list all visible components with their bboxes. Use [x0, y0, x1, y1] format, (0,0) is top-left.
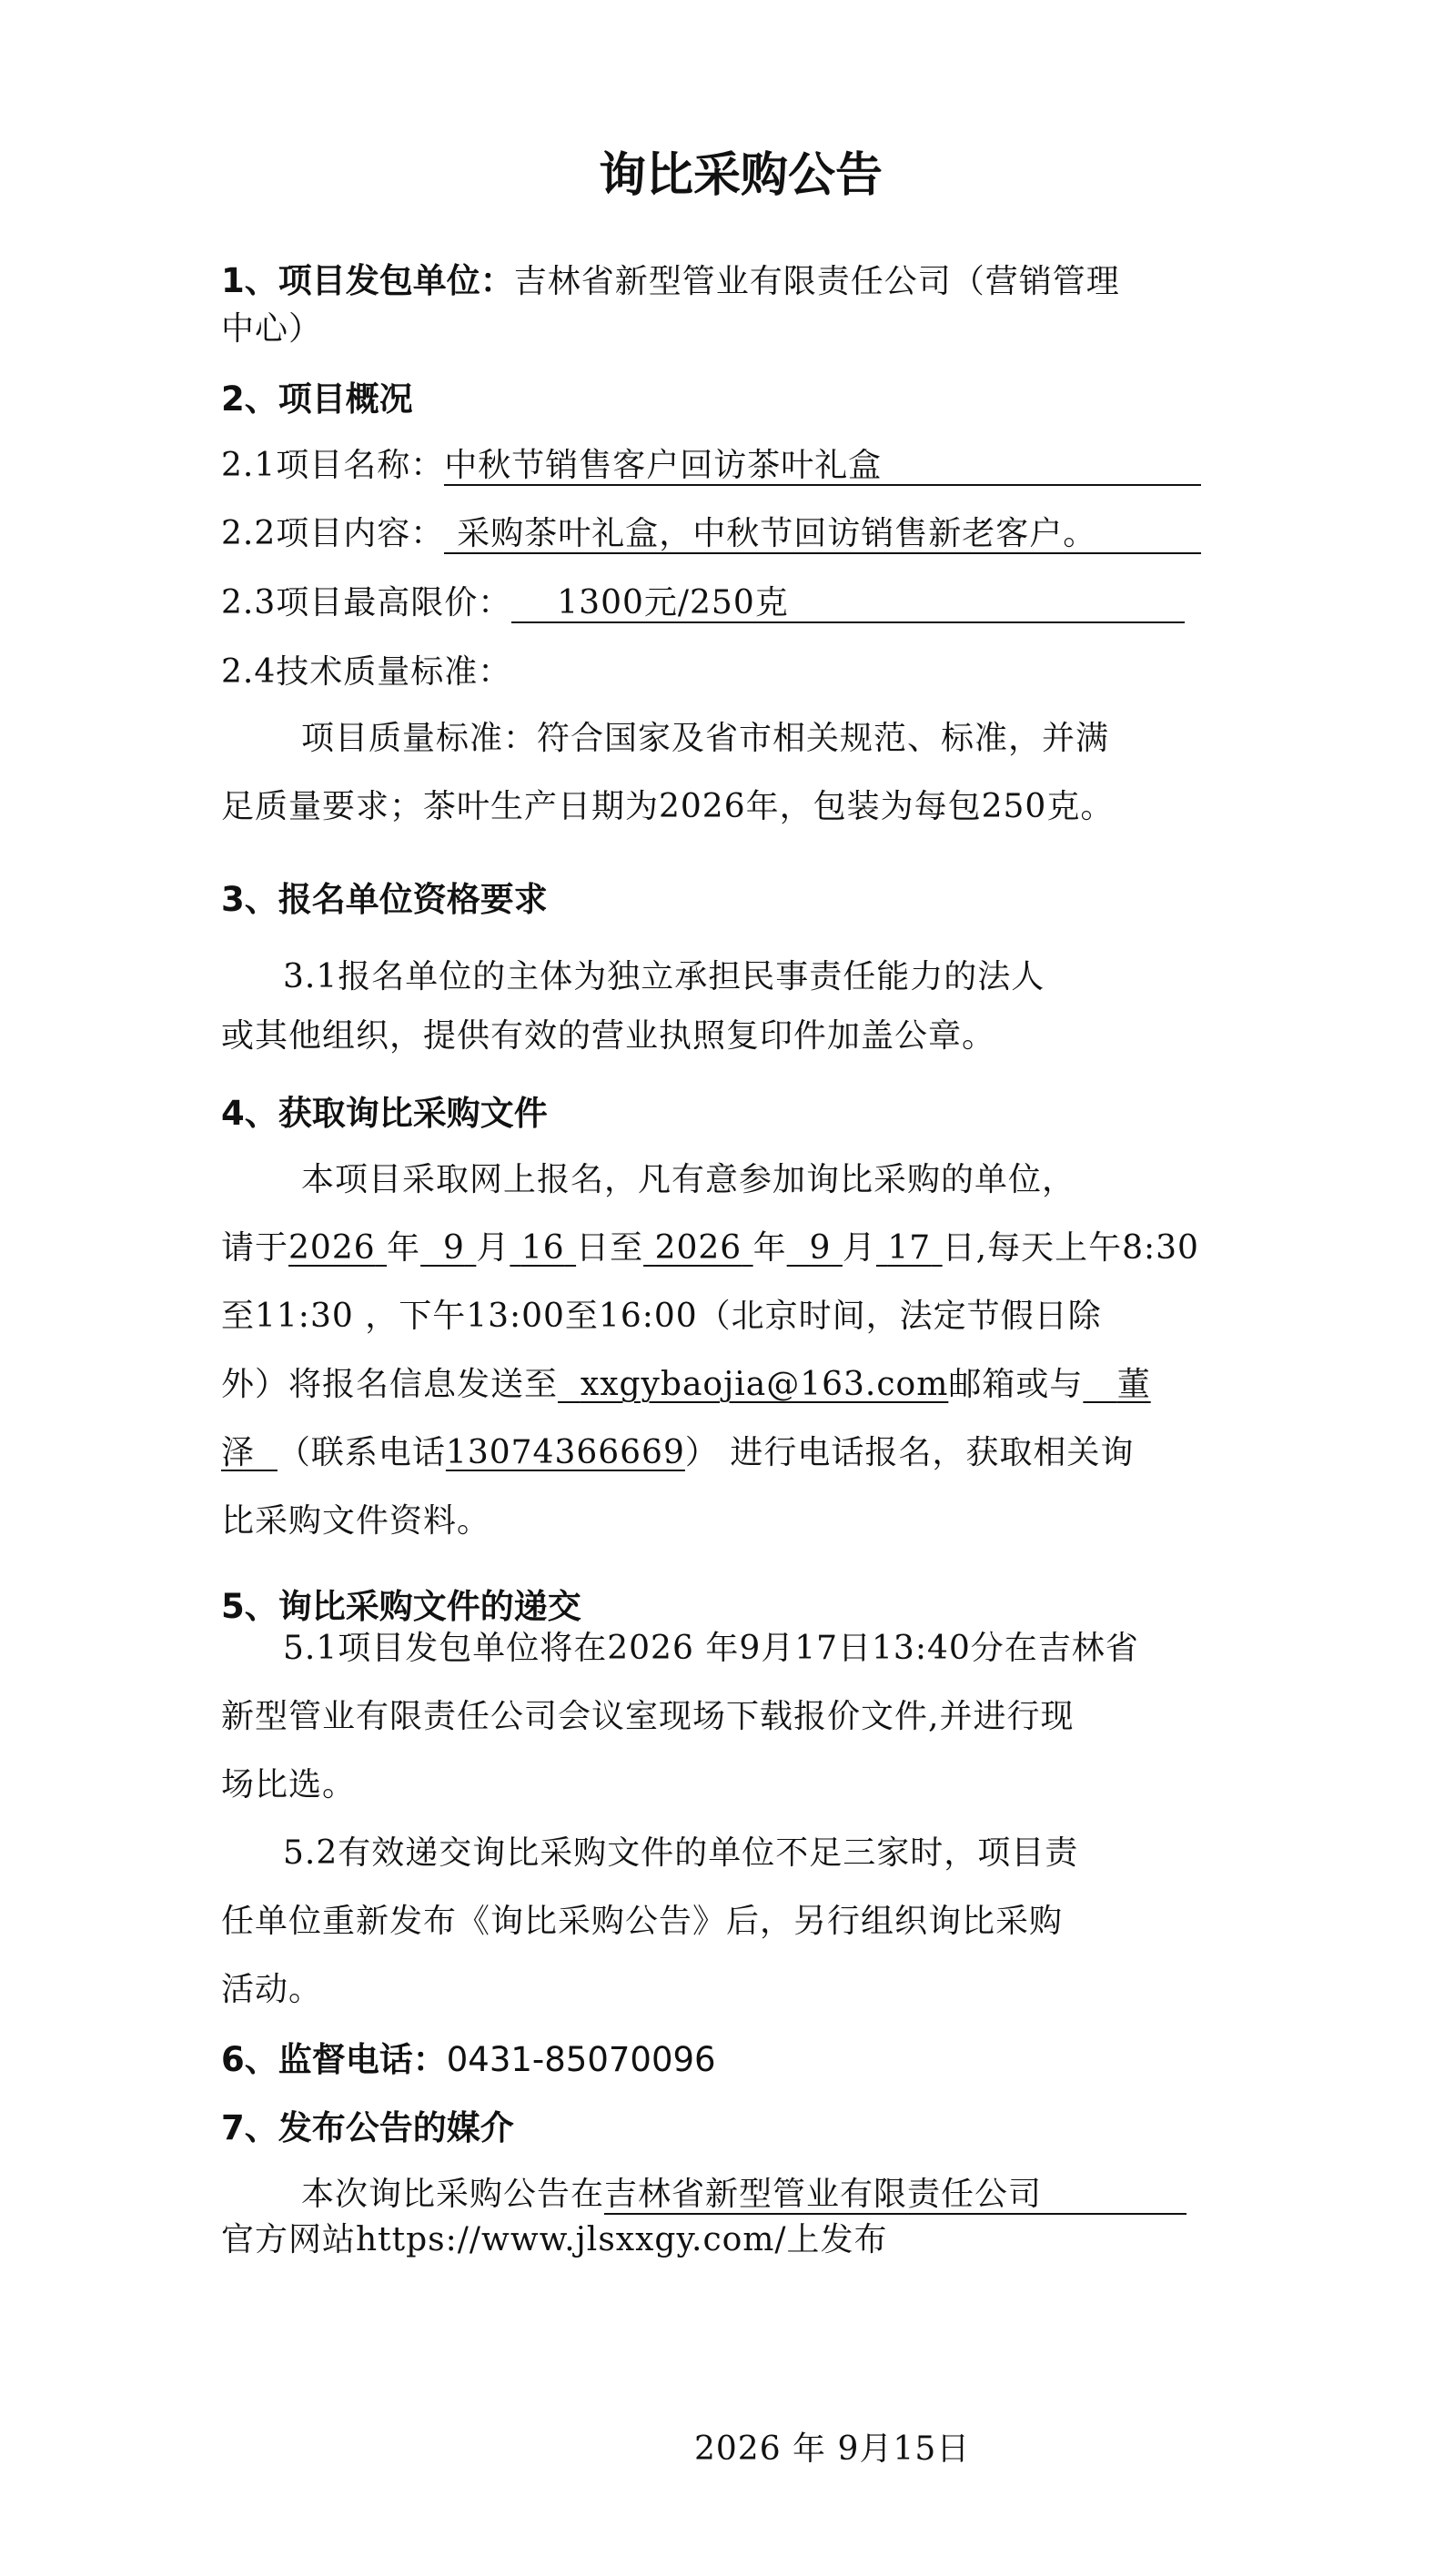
submission-5-2-line-2: 任单位重新发布《询比采购公告》后，另行组织询比采购 — [221, 1903, 1064, 1940]
publishing-organization: 吉林省新型管业有限责任公司 — [604, 2176, 1187, 2215]
project-name-row — [221, 439, 1201, 486]
project-content-row — [221, 508, 1201, 554]
registration-line-6: 比采购文件资料。 — [221, 1502, 491, 1540]
text-month-2: 月 — [842, 1229, 876, 1267]
registration-line-1: 本项目采取网上报名，凡有意参加询比采购的单位， — [301, 1161, 1076, 1198]
start-day: 16 — [520, 1229, 565, 1267]
section-6-heading: 6、监督电话： — [221, 2040, 447, 2079]
submission-5-1-line-3: 场比选。 — [221, 1766, 357, 1803]
section-1-text-2: 中心） — [221, 310, 323, 348]
text-to: 日至 — [576, 1229, 644, 1267]
section-6 — [221, 2032, 716, 2081]
project-name-label: 2.1项目名称： — [221, 447, 445, 484]
text-contact-phone: （联系电话 — [277, 1434, 446, 1471]
submission-5-2-line-1: 5.2有效递交询比采购文件的单位不足三家时，项目责 — [283, 1834, 1079, 1872]
text-month: 月 — [476, 1229, 510, 1267]
publication-line-1 — [301, 2168, 1187, 2215]
registration-email-line — [221, 1359, 1151, 1405]
section-2-heading: 2、项目概况 — [221, 379, 413, 419]
quality-standard-line-1: 项目质量标准：符合国家及省市相关规范、标准，并满 — [301, 720, 1110, 757]
section-5-heading: 5、询比采购文件的递交 — [221, 1587, 581, 1626]
registration-date-line — [221, 1222, 1199, 1268]
section-3-heading: 3、报名单位资格要求 — [221, 880, 548, 919]
project-content-value: 采购茶叶礼盒，中秋节回访销售新老客户。 — [444, 515, 1201, 554]
text-send-to: 外）将报名信息发送至 — [221, 1366, 559, 1403]
project-content-label: 2.2项目内容： — [221, 515, 445, 552]
section-1-text-1: 吉林省新型管业有限责任公司（营销管理 — [513, 263, 1120, 300]
start-year: 2026 — [288, 1229, 376, 1267]
submission-5-1-line-2: 新型管业有限责任公司会议室现场下载报价文件,并进行现 — [221, 1698, 1075, 1735]
announcement-date: 2026 年 9月15日 — [694, 2430, 971, 2468]
project-max-price-row — [221, 577, 1185, 623]
end-month: 9 — [809, 1229, 832, 1267]
registration-phone-line — [221, 1427, 1134, 1473]
registration-line-3: 至11:30 ，下午13:00至16:00（北京时间，法定节假日除 — [221, 1298, 1102, 1335]
qualification-line-1: 3.1报名单位的主体为独立承担民事责任能力的法人 — [283, 958, 1045, 995]
project-max-price-label: 2.3项目最高限价： — [221, 584, 512, 621]
text-phone-registration: ） 进行电话报名，获取相关询 — [684, 1434, 1135, 1471]
text-year-2: 年 — [752, 1229, 787, 1267]
end-day: 17 — [887, 1229, 932, 1267]
page-title: 询比采购公告 — [599, 148, 884, 203]
section-4-heading: 4、获取询比采购文件 — [221, 1094, 548, 1133]
text-qingyu: 请于 — [221, 1229, 289, 1267]
section-7-heading: 7、发布公告的媒介 — [221, 2108, 514, 2147]
section-1-heading: 1、项目发包单位： — [221, 261, 514, 300]
submission-5-1-line-1: 5.1项目发包单位将在2026 年9月17日13:40分在吉林省 — [283, 1630, 1139, 1667]
text-announcement-in: 本次询比采购公告在 — [301, 2176, 605, 2213]
contact-name-part-2: 泽 — [221, 1434, 256, 1471]
start-month: 9 — [443, 1229, 465, 1267]
text-mailbox-or: 邮箱或与 — [948, 1366, 1084, 1403]
technical-standard-label: 2.4技术质量标准： — [221, 653, 512, 691]
submission-5-2-line-3: 活动。 — [221, 1971, 323, 2008]
text-daily-hours: 日,每天上午8:30 — [942, 1229, 1199, 1267]
qualification-line-2: 或其他组织，提供有效的营业执照复印件加盖公章。 — [221, 1017, 996, 1055]
quality-standard-line-2: 足质量要求；茶叶生产日期为2026年，包装为每包250克。 — [221, 788, 1115, 825]
email-address: xxgybaojia@163.com — [580, 1366, 949, 1403]
project-max-price-value: 1300元/250克 — [511, 584, 1185, 623]
contact-phone: 13074366669 — [445, 1434, 685, 1471]
section-1 — [221, 253, 1120, 302]
publication-line-2: 官方网站https://www.jlsxxgy.com/上发布 — [221, 2221, 888, 2258]
supervision-phone: 0431-85070096 — [446, 2040, 716, 2079]
project-name-value: 中秋节销售客户回访茶叶礼盒 — [444, 447, 1201, 486]
end-year: 2026 — [654, 1229, 742, 1267]
contact-name-part-1: 董 — [1116, 1366, 1151, 1403]
text-year: 年 — [387, 1229, 421, 1267]
